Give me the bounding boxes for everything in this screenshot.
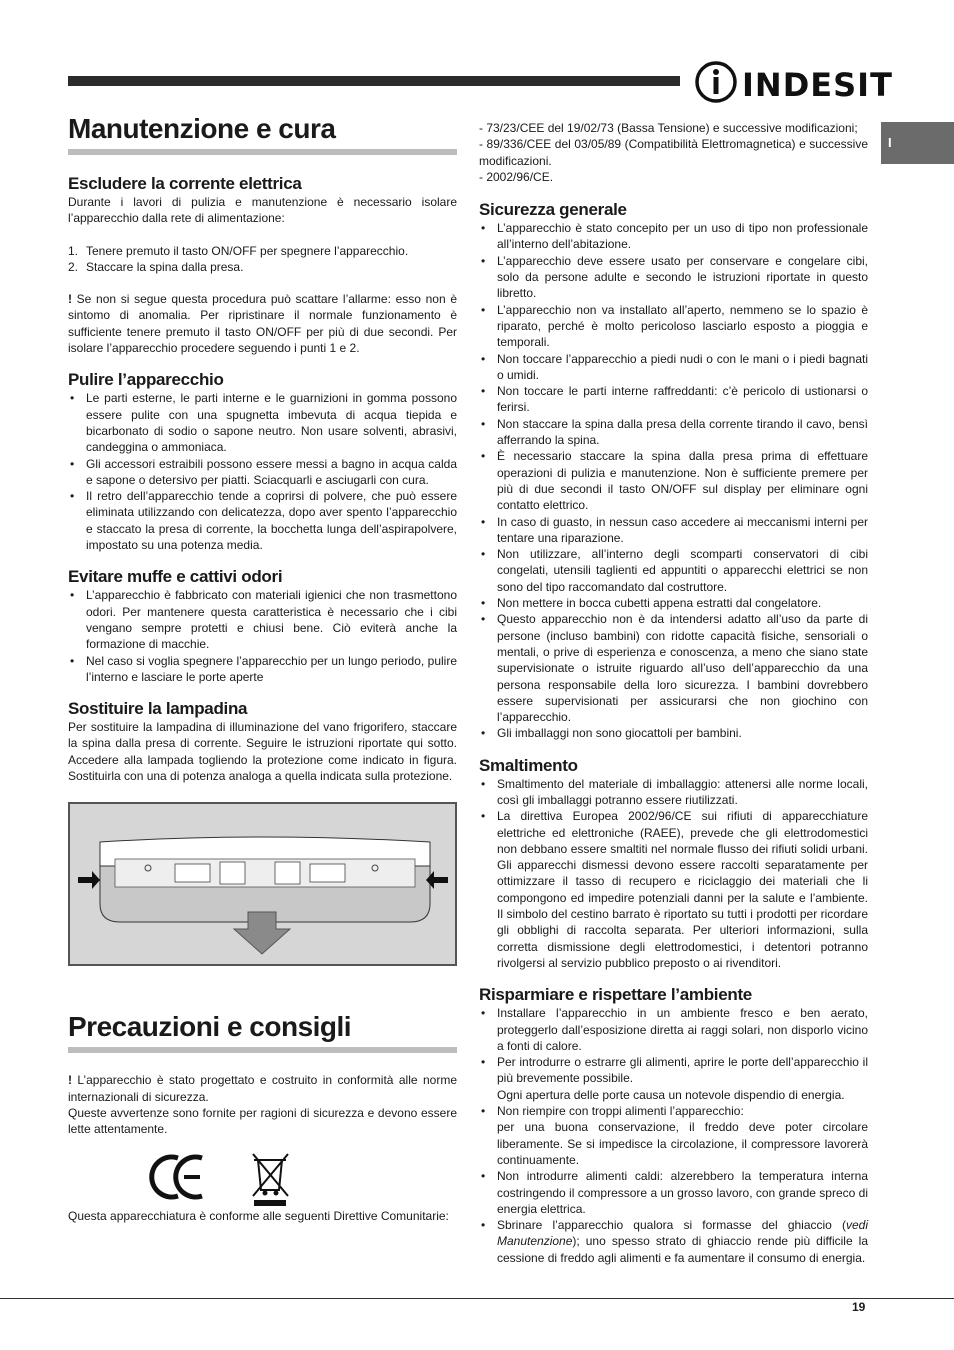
indesit-i-icon [694,60,738,104]
list-item: • L’apparecchio è stato concepito per un uso di tipo non professionale all’interno dell’abitazione. [479,220,868,253]
precautions-intro: ! L’apparecchio è stato progettato e costruito in conformità alle norme internazionali di sicurezza. [68,1073,457,1104]
disconnect-steps [68,243,457,276]
list-item: • L’apparecchio non va installato all’aperto, nemmeno se lo spazio è riparato, perché è molto pericoloso lasciarlo esposto a pioggia e temporali. [479,302,868,351]
disconnect-warning: ! Se non si segue questa procedura può scattare l’allarme: esso non è sintomo di anomalia. Per ripristinare il normale funzionamento è sufficiente tenere premuto il tasto ON/OFF per più di due secondi. Per isolare l’apparecchio procedere seguendo i punti 1 e 2. [68,292,457,356]
right-column [479,120,868,1266]
language-tab: I [881,122,954,164]
list-item: • Questo apparecchio non è da intendersi adatto all’uso da parte di persone (incluso bambini) con ridotte capacità fisiche, sensoriali o mentali, o prive di esperienza e conoscenza, a meno che siano state supervisionate o istruite riguardo all’uso dell’apparecchio da una persona responsabile della loro sicurezza. I bambini dovrebbero essere supervisionati per assicurarsi che non giochino con l’apparecchio. [479,611,868,725]
list-item: • Per introdurre o estrarre gli alimenti, aprire le porte dell’apparecchio il più brevemente possibile. Ogni apertura delle porte causa un notevole dispendio di energia. [479,1054,868,1103]
list-item: • Non introdurre alimenti caldi: alzerebbero la temperatura interna costringendo il compressore a un grosso lavoro, con grande spreco di energia elettrica. [479,1168,868,1217]
list-item: • La direttiva Europea 2002/96/CE sui rifiuti di apparecchiature elettriche ed elettroniche (RAEE), prevede che gli elettrodomestici non debbano essere smaltiti nel normale flusso dei rifiuti solidi urbani. Gli apparecchi dismessi devono essere raccolti separatamente per ottimizzare il tasso di recupero e riciclaggio dei materiali che li compongono ed impedire potenziali danni per la salute e l’ambiente. Il simbolo del cestino barrato è riportato su tutti i prodotti per ricordare gli obblighi di raccolta separata. Per ulteriori informazioni, sulla corretta dismissione degli elettrodomestici, i detentori potranno rivolgersi al servizio pubblico preposto o ai rivenditori. [479,808,868,971]
list-item: • È necessario staccare la spina dalla presa prima di effettuare operazioni di pulizia e manutenzione. Non è sufficiente premere per più di due secondi il tasto ON/OFF sul display per eliminare ogni contatto elettrico. [479,448,868,513]
list-item: • Gli imballaggi non sono giocattoli per bambini. [479,725,868,741]
list-item: 1. Tenere premuto il tasto ON/OFF per spegnere l’apparecchio. [68,243,409,258]
list-item: • Sbrinare l’apparecchio qualora si formasse del ghiaccio (vedi Manutenzione); uno spesso strato di ghiaccio rende più difficile la cessione di freddo agli alimenti e fa aumentare il consumo di energia. [479,1217,868,1266]
cleaning-list [68,390,457,553]
list-item: • Il retro dell’apparecchio tende a coprirsi di polvere, che può essere eliminata utilizzando con delicatezza, dopo aver spento l’apparecchio e staccato la presa di corrente, la bocchetta lunga dell’aspirapolvere, impostato su una potenza media. [68,488,457,553]
lamp-figure [68,802,457,966]
list-item: • Non toccare l’apparecchio a piedi nudi o con le mani o i piedi bagnati o umidi. [479,351,868,384]
list-item: • In caso di guasto, in nessun caso accedere ai meccanismi interni per tentare una riparazione. [479,514,868,547]
list-item: • Smaltimento del materiale di imballaggio: attenersi alle norme locali, così gli imballaggi potranno essere riutilizzati. [479,776,868,809]
list-item: 2. Staccare la spina dalla presa. [68,259,244,274]
section-title-precautions: Precauzioni e consigli [68,1010,457,1053]
mould-list [68,587,457,685]
compliance-icons [68,1148,457,1208]
list-item: • Non mettere in bocca cubetti appena estratti dal congelatore. [479,595,868,611]
list-item: • Non toccare le parti interne raffreddanti: c’è pericolo di ustionarsi o ferirsi. [479,383,868,416]
list-item: • L’apparecchio deve essere usato per conservare e congelare cibi, solo da persone adulte e secondo le istruzioni riportate in questo libretto. [479,253,868,302]
heading-disconnect: Escludere la corrente elettrica [68,174,302,193]
list-item: • Non riempire con troppi alimenti l’apparecchio: per una buona conservazione, il freddo deve poter circolare liberamente. Se si impedisce la circolazione, il compressore lavorerà continuamente. [479,1103,868,1168]
heading-lamp: Sostituire la lampadina [68,699,248,719]
directive-3: - 2002/96/CE. [479,169,554,184]
ce-and-weee-icons [68,1148,457,1208]
directive-1: - 73/23/CEE del 19/02/73 (Bassa Tensione) e successive modificazioni; [479,121,858,135]
heading-cleaning: Pulire l’apparecchio [68,370,224,390]
list-item: • Gli accessori estraibili possono essere messi a bagno in acqua calda e sapone o detersivo per piatti. Sciacquarli e asciugarli con cura. [68,456,457,489]
list-item: • Le parti esterne, le parti interne e le guarnizioni in gomma possono essere pulite con una spugnetta imbevuta di acqua tiepida e bicarbonato di sodio o sapone neutro. Non usare solventi, abrasivi, candeggina o ammoniaca. [68,390,457,455]
directive-2: - 89/336/CEE del 03/05/89 (Compatibilità Elettromagnetica) e successive modificazioni. [479,137,868,168]
heading-safety: Sicurezza generale [479,200,627,220]
list-item: • Nel caso si voglia spegnere l’apparecchio per un lungo periodo, pulire l’interno e lasciare le porte aperte [68,653,457,686]
brand-name: INDESIT [742,66,893,104]
list-item: • Non utilizzare, all’interno degli scomparti conservatori di cibi congelati, utensili taglienti ed appuntiti o apparecchi elettrici se non sono del tipo raccomandato dal costruttore. [479,546,868,595]
section-title-maintenance: Manutenzione e cura [68,112,457,155]
lamp-text: Per sostituire la lampadina di illuminazione del vano frigorifero, staccare la spina dalla presa di corrente. Seguire le istruzioni riportate qui sotto. Accedere alla lampada togliendo la protezione come indicato in figura. Sostituirla con una di potenza analoga a quella indicata sulla protezione. [68,720,457,784]
warning-mark: ! [68,1073,72,1088]
footer-rule [0,1298,954,1299]
lamp-cover-illustration [70,804,455,964]
page-number: 19 [852,1300,866,1314]
list-item: • Installare l’apparecchio in un ambiente fresco e ben aerato, proteggerlo dall’esposizione diretta ai raggi solari, non disporlo vicino a fonti di calore. [479,1005,868,1054]
environment-list [479,1005,868,1266]
heading-mould: Evitare muffe e cattivi odori [68,567,283,587]
heading-environment: Risparmiare e rispettare l’ambiente [479,985,752,1005]
manual-reference: vedi Manutenzione [497,1218,868,1249]
indesit-logo [694,60,893,104]
heading-disposal: Smaltimento [479,755,578,775]
safety-list [479,220,868,742]
list-item: • Non staccare la spina dalla presa della corrente tirando il cavo, bensì afferrando la spina. [479,416,868,449]
left-column [68,112,457,1224]
warning-mark: ! [68,292,72,307]
disconnect-intro: Durante i lavori di pulizia e manutenzione è necessario isolare l’apparecchio dalla rete di alimentazione: [68,195,457,226]
precautions-note: Queste avvertenze sono fornite per ragioni di sicurezza e devono essere lette attentamente. [68,1105,457,1137]
list-item: • L’apparecchio è fabbricato con materiali igienici che non trasmettono odori. Per mantenere questa caratteristica è necessario che i cibi vengano sempre protetti e chiusi bene. Ciò eviterà anche la formazione di macchie. [68,587,457,652]
disposal-list [479,776,868,972]
directives-conformity: Questa apparecchiatura è conforme alle seguenti Direttive Comunitarie: [68,1208,449,1223]
header-rule [68,76,680,86]
